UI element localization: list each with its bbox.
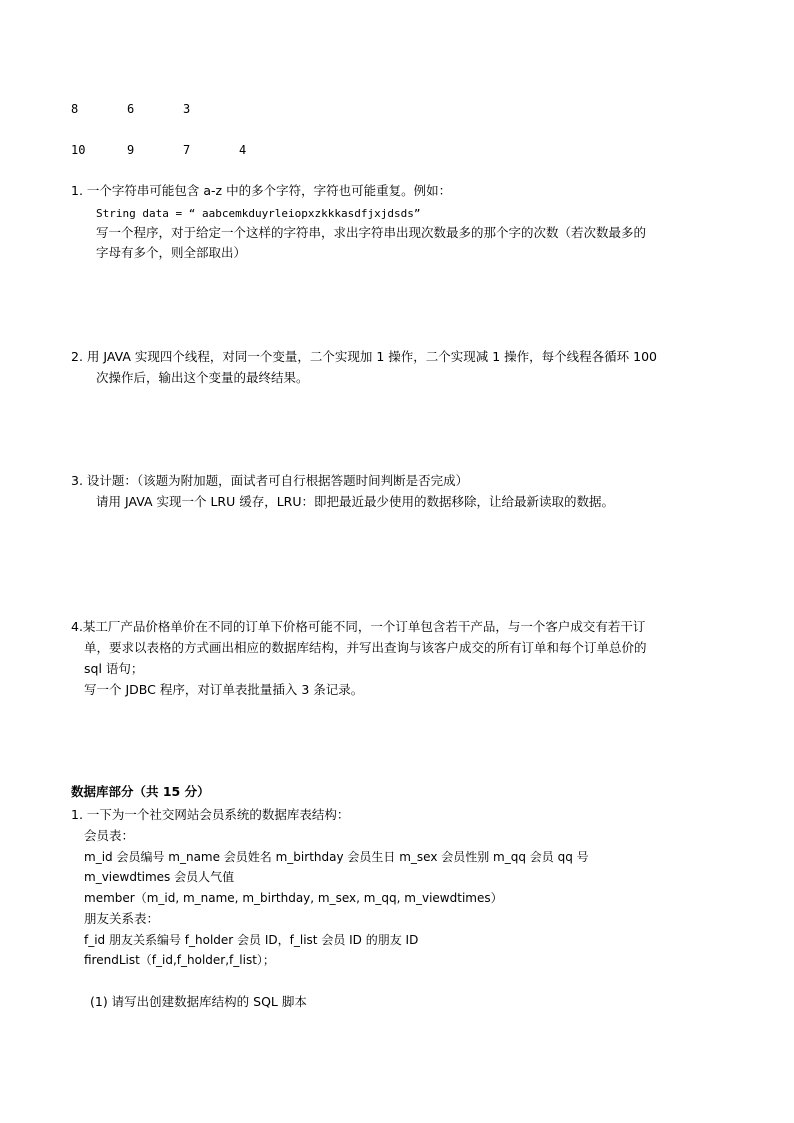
member-fields: m_id 会员编号 m_name 会员姓名 m_birthday 会员生日 m_sex 会员性别 m_qq 会员 qq 号 [84, 850, 589, 864]
friend-schema: firendList（f_id,f_holder,f_list）； [84, 953, 275, 967]
number-cell: 10 [71, 143, 86, 157]
question-4-text: 写一个 JDBC 程序，对订单表批量插入 3 条记录。 [84, 682, 364, 697]
question-4-text: 单，要求以表格的方式画出相应的数据库结构，并写出查询与该客户成交的所有订单和每个订单总价的 [84, 640, 647, 655]
member-fields: m_viewdtimes 会员人气值 [84, 870, 235, 884]
number-cell: 4 [239, 143, 247, 157]
number-cell: 6 [127, 102, 135, 116]
question-1-title: 1. 一个字符串可能包含 a-z 中的多个字符，字符也可能重复。例如： [71, 183, 452, 198]
db-question-1: 1. 一下为一个社交网站会员系统的数据库表结构： [71, 807, 350, 822]
question-3-title: 3. 设计题：（该题为附加题，面试者可自行根据答题时间判断是否完成） [71, 473, 469, 488]
question-2-title: 2. 用 JAVA 实现四个线程，对同一个变量，二个实现加 1 操作，二个实现减 1 操作，每个线程各循环 100 [71, 349, 658, 364]
number-cell: 8 [71, 102, 79, 116]
number-cell: 7 [183, 143, 191, 157]
db-subquestion-1: (1) 请写出创建数据库结构的 SQL 脚本 [90, 994, 307, 1009]
section-heading: 数据库部分（共 15 分） [71, 784, 210, 799]
number-cell: 3 [183, 102, 191, 116]
number-cell: 9 [127, 143, 135, 157]
member-schema: member（m_id, m_name, m_birthday, m_sex, m_qq, m_viewdtimes） [84, 891, 503, 905]
question-1-text: 写一个程序，对于给定一个这样的字符串，求出字符串出现次数最多的那个字的次数（若次数最多的 [96, 225, 647, 240]
friend-table-label: 朋友关系表： [84, 911, 160, 926]
friend-fields: f_id 朋友关系编号 f_holder 会员 ID，f_list 会员 ID 的朋友 ID [84, 933, 419, 947]
question-4-title: 4.某工厂产品价格单价在不同的订单下价格可能不同，一个订单包含若干产品，与一个客户成交有若干订 [71, 619, 646, 634]
question-2-text: 次操作后，输出这个变量的最终结果。 [96, 370, 309, 385]
question-1-text: 字母有多个，则全部取出） [96, 245, 247, 260]
question-3-text: 请用 JAVA 实现一个 LRU 缓存，LRU：即把最近最少使用的数据移除，让给最新读取的数据。 [96, 494, 615, 509]
question-1-code: String data = “ aabcemkduyrleiopxzkkkasdfjxjdsds” [96, 207, 421, 220]
question-4-text: sql 语句； [84, 661, 144, 676]
member-table-label: 会员表： [84, 828, 135, 843]
